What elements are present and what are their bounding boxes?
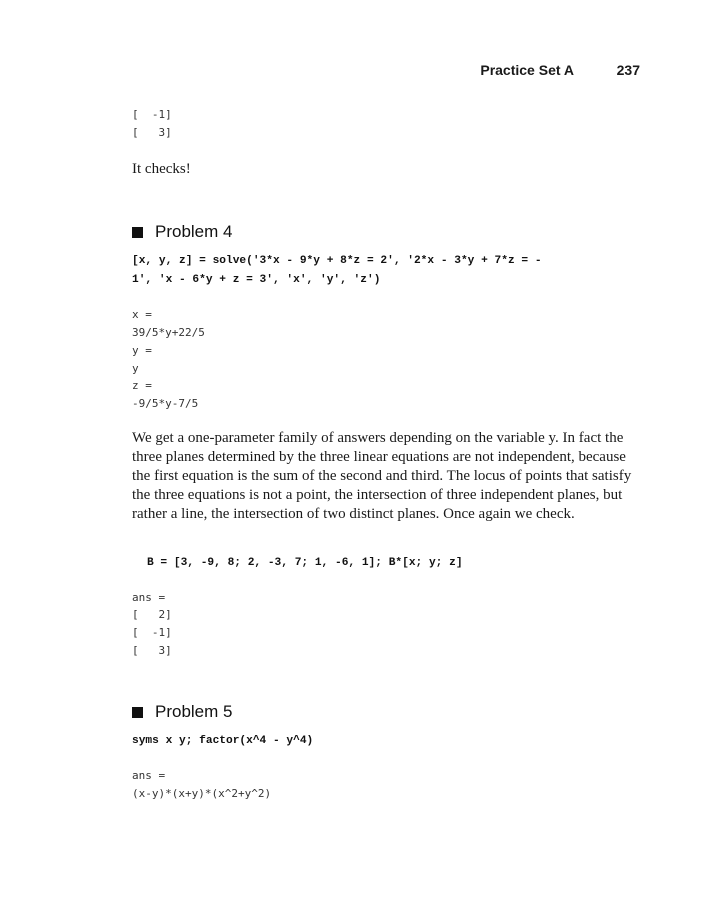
check-output-line: ans =	[132, 591, 166, 604]
problem-4-output-line: -9/5*y-7/5	[132, 397, 199, 410]
problem-4-output-line: x =	[132, 308, 152, 321]
bullet-square-icon	[132, 707, 143, 718]
problem-4-output-line: z =	[132, 379, 152, 392]
running-head	[0, 62, 640, 84]
problem-4-paragraph: We get a one-parameter family of answers depending on the variable y. In fact the three planes determined by the three linear equations are not independent, because the first equation is the sum of the second and third. The locus of points that satisfy the three equations is not a point, the intersection of three independent planes, but rather a line, the intersection of two distinct planes. Once again we check.	[132, 430, 632, 522]
problem-4-heading	[132, 221, 232, 243]
problem-4-command-line: [x, y, z] = solve('3*x - 9*y + 8*z = 2', '2*x - 3*y + 7*z = -	[132, 255, 542, 267]
prev-output-line: [ -1]	[132, 108, 172, 121]
problem-4-output-line: y	[132, 362, 139, 375]
problem-5-title: Problem 5	[155, 702, 233, 721]
problem-5-output-line: (x-y)*(x+y)*(x^2+y^2)	[132, 787, 272, 800]
section-title: Practice Set A	[480, 62, 574, 78]
problem-4-title: Problem 4	[155, 222, 233, 241]
check-output-line: [ -1]	[132, 626, 172, 639]
page-number: 237	[616, 62, 640, 78]
check-output-line: [ 2]	[132, 608, 172, 621]
problem-4-output-line: 39/5*y+22/5	[132, 326, 205, 339]
problem-5-heading	[132, 701, 232, 723]
it-checks-text: It checks!	[132, 161, 191, 177]
bullet-square-icon	[132, 227, 143, 238]
check-command: B = [3, -9, 8; 2, -3, 7; 1, -6, 1]; B*[x; y; z]	[147, 557, 463, 569]
problem-4-command-line: 1', 'x - 6*y + z = 3', 'x', 'y', 'z')	[132, 274, 381, 286]
problem-5-command: syms x y; factor(x^4 - y^4)	[132, 735, 314, 747]
problem-5-output-line: ans =	[132, 769, 166, 782]
prev-output-line: [ 3]	[132, 126, 172, 139]
problem-4-output-line: y =	[132, 344, 152, 357]
check-output-line: [ 3]	[132, 644, 172, 657]
